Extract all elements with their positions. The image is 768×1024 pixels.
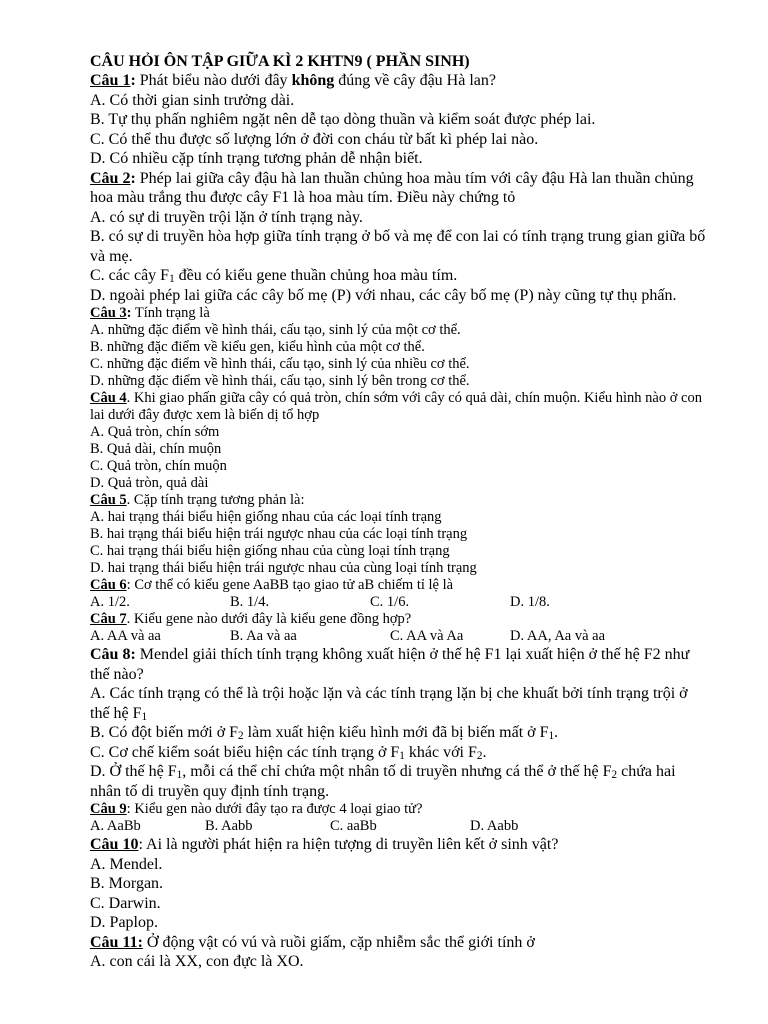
option-c: C. aaBb bbox=[330, 818, 377, 834]
option-c: C. 1/6. bbox=[370, 594, 410, 610]
question-label: Câu 9 bbox=[90, 801, 127, 817]
option-b: B. Aa và aa bbox=[230, 628, 297, 644]
option-b: B. hai trạng thái biểu hiện trái ngược nhau của các loại tính trạng bbox=[90, 526, 468, 542]
question-label: Câu 2 bbox=[90, 169, 131, 187]
question-label: Câu 3 bbox=[90, 305, 127, 321]
question-label: Câu 1 bbox=[90, 72, 131, 89]
option-c: C. AA và Aa bbox=[390, 628, 464, 644]
option-c: C. Có thể thu được số lượng lớn ở đời con cháu từ bất kì phép lai nào. bbox=[90, 130, 539, 148]
option-d: D. 1/8. bbox=[510, 594, 550, 610]
option-b: B. có sự di truyền hòa hợp giữa tính trạng ở bố và mẹ để con lai có tính trạng trung gian giữa bố và mẹ. bbox=[90, 228, 706, 265]
option-a: A. 1/2. bbox=[90, 594, 130, 610]
question-1 bbox=[90, 71, 710, 169]
option-b: B. những đặc điểm về kiểu gen, kiểu hình của một cơ thể. bbox=[90, 339, 425, 355]
option-b: B. Quả dài, chín muộn bbox=[90, 441, 222, 457]
question-3 bbox=[90, 305, 710, 390]
option-row bbox=[90, 424, 710, 458]
option-d: D. hai trạng thái biểu hiện trái ngược nhau của cùng loại tính trạng bbox=[90, 560, 477, 576]
question-10 bbox=[90, 835, 710, 933]
option-b: B. 1/4. bbox=[230, 594, 270, 610]
document-page bbox=[90, 52, 710, 972]
question-label: Câu 7 bbox=[90, 611, 127, 627]
question-stem: Câu 2: Phép lai giữa cây đậu hà lan thuần chủng hoa màu tím với cây đậu Hà lan thuần chủng hoa màu trắng thu được cây F1 là hoa màu tím. Điều này chứng tỏ bbox=[90, 169, 694, 206]
question-stem: Câu 6: Cơ thể có kiểu gene AaBB tạo giao tử aB chiếm tỉ lệ là bbox=[90, 577, 454, 593]
option-c: C. những đặc điểm về hình thái, cấu tạo, sinh lý của nhiều cơ thể. bbox=[90, 356, 470, 372]
option-c: C. Darwin. bbox=[90, 894, 161, 912]
question-label: Câu 6 bbox=[90, 577, 127, 593]
question-stem: Câu 3: Tính trạng là bbox=[90, 305, 210, 321]
option-b: B. Aabb bbox=[205, 818, 253, 834]
option-d: D. những đặc điểm về hình thái, cấu tạo, sinh lý bên trong cơ thể. bbox=[90, 373, 470, 389]
question-4 bbox=[90, 390, 710, 492]
option-a: A. con cái là XX, con đực là XO. bbox=[90, 953, 304, 970]
option-a: A. hai trạng thái biểu hiện giống nhau của các loại tính trạng bbox=[90, 509, 442, 525]
question-2 bbox=[90, 169, 710, 306]
question-stem: Câu 1: Phát biểu nào dưới đây không đúng về cây đậu Hà lan? bbox=[90, 72, 496, 89]
option-row bbox=[90, 594, 710, 611]
question-stem: Câu 11: Ở động vật có vú và ruồi giấm, cặp nhiễm sắc thể giới tính ở bbox=[90, 933, 535, 951]
option-row bbox=[90, 818, 710, 835]
option-row bbox=[90, 458, 710, 492]
question-stem: Câu 10: Ai là người phát hiện ra hiện tượng di truyền liên kết ở sinh vật? bbox=[90, 836, 559, 853]
option-d: D. Paplop. bbox=[90, 914, 158, 931]
option-row bbox=[90, 628, 710, 645]
question-label: Câu 10 bbox=[90, 836, 139, 853]
question-stem: Câu 4. Khi giao phấn giữa cây có quả tròn, chín sớm với cây có quả dài, chín muộn. Kiểu hình nào ở con lai dưới đây được xem là biến dị tổ hợp bbox=[90, 390, 702, 423]
question-stem: Câu 8: Mendel giải thích tính trạng không xuất hiện ở thế hệ F1 lại xuất hiện ở thế hệ F2 như thế nào? bbox=[90, 646, 690, 683]
option-d: D. ngoài phép lai giữa các cây bố mẹ (P) với nhau, các cây bố mẹ (P) này cũng tự thụ phấn. bbox=[90, 286, 677, 304]
question-7 bbox=[90, 611, 710, 645]
option-b: B. Morgan. bbox=[90, 875, 164, 892]
option-d: D. AA, Aa và aa bbox=[510, 628, 606, 644]
option-c: C. các cây $F_1$ đều có kiểu gene thuần chủng hoa màu tím. bbox=[90, 267, 458, 285]
question-label: Câu 4 bbox=[90, 390, 127, 406]
question-6 bbox=[90, 577, 710, 611]
option-d: D. Aabb bbox=[470, 818, 519, 834]
option-a: A. Các tính trạng có thể là trội hoặc lặn và các tính trạng lặn bị che khuất bởi tính trạng trội ở thế hệ $F_1$ bbox=[90, 685, 688, 723]
option-a: A. Quả tròn, chín sớm bbox=[90, 424, 220, 440]
option-a: A. Có thời gian sinh trưởng dài. bbox=[90, 91, 295, 109]
option-b: B. Tự thụ phấn nghiêm ngặt nên dễ tạo dòng thuần và kiểm soát được phép lai. bbox=[90, 111, 596, 128]
option-c: C. Cơ chế kiểm soát biểu hiện các tính trạng ở $F_1$ khác với $F_2$. bbox=[90, 743, 487, 762]
question-label: Câu 11: bbox=[90, 933, 143, 951]
page-title: CÂU HỎI ÔN TẬP GIỮA KÌ 2 KHTN9 ( PHẦN SINH) bbox=[90, 53, 470, 70]
option-c: C. hai trạng thái biểu hiện giống nhau của cùng loại tính trạng bbox=[90, 543, 450, 559]
question-stem: Câu 9: Kiểu gen nào dưới đây tạo ra được 4 loại giao tử? bbox=[90, 801, 423, 817]
question-9 bbox=[90, 801, 710, 835]
option-b: B. Có đột biến mới ở $F_2$ làm xuất hiện kiểu hình mới đã bị biến mất ở $F_1$. bbox=[90, 724, 559, 742]
option-d: D. Có nhiều cặp tính trạng tương phản dễ nhận biết. bbox=[90, 150, 423, 167]
option-c: C. Quả tròn, chín muộn bbox=[90, 458, 227, 474]
question-11 bbox=[90, 933, 710, 972]
option-a: A. AaBb bbox=[90, 818, 141, 834]
option-d: D. Ở thế hệ $F_1$, mỗi cá thể chỉ chứa một nhân tố di truyền nhưng cá thể ở thế hệ $F_2$ chứa hai nhân tố di truyền quy định tính trạng. bbox=[90, 763, 676, 800]
option-a: A. những đặc điểm về hình thái, cấu tạo, sinh lý của một cơ thể. bbox=[90, 322, 461, 338]
question-5 bbox=[90, 492, 710, 577]
question-8 bbox=[90, 645, 710, 801]
question-stem: Câu 5. Cặp tính trạng tương phản là: bbox=[90, 492, 305, 508]
option-a: A. AA và aa bbox=[90, 628, 161, 644]
option-a: A. có sự di truyền trội lặn ở tính trạng này. bbox=[90, 208, 363, 226]
question-stem: Câu 7. Kiểu gene nào dưới đây là kiểu gene đồng hợp? bbox=[90, 611, 412, 627]
question-label: Câu 8: bbox=[90, 646, 136, 663]
option-a: A. Mendel. bbox=[90, 855, 163, 873]
question-label: Câu 5 bbox=[90, 492, 127, 508]
option-d: D. Quả tròn, quả dài bbox=[90, 475, 209, 491]
